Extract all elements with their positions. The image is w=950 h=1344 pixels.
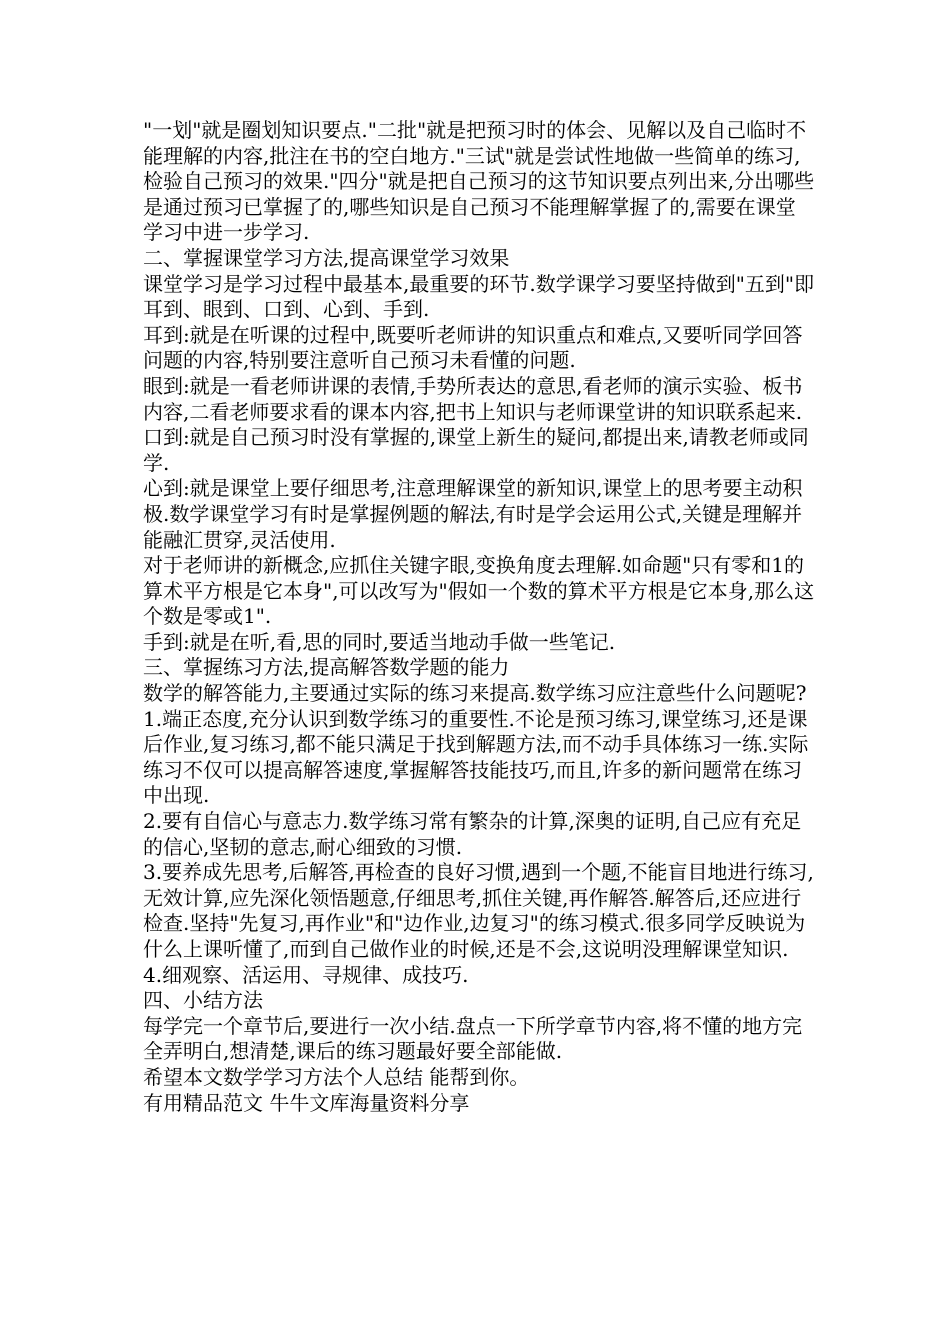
paragraph-eye: 眼到:就是一看老师讲课的表情,手势所表达的意思,看老师的演示实验、板书内容,二看老师要求看的课本内容,把书上知识与老师课堂讲的知识联系起来. [143, 373, 803, 424]
paragraph-3: 课堂学习是学习过程中最基本,最重要的环节.数学课学习要坚持做到"五到"即耳到、眼到、口到、心到、手到. [143, 271, 815, 322]
list-item-1: 1.端正态度,充分认识到数学练习的重要性.不论是预习练习,课堂练习,还是课后作业,复习练习,都不能只满足于找到解题方法,而不动手具体练习一练.实际练习不仅可以提高解答速度,掌握解答技能技巧,而且,许多的新问题常在练习中出现. [143, 706, 809, 808]
paragraph-heart: 心到:就是课堂上要仔细思考,注意理解课堂的新知识,课堂上的思考要主动积极.数学课堂学习有时是掌握例题的解法,有时是学会运用公式,关键是理解并能融汇贯穿,灵活使用. [143, 476, 803, 552]
paragraph-mouth: 口到:就是自己预习时没有掌握的,课堂上新生的疑问,都提出来,请教老师或同学. [143, 425, 809, 475]
paragraph-closing: 希望本文数学学习方法个人总结 能帮到你。 [143, 1064, 530, 1089]
footer-note: 有用精品范文 牛牛文库海量资料分享 [143, 1090, 470, 1115]
list-item-3: 3.要养成先思考,后解答,再检查的良好习惯,遇到一个题,不能盲目地进行练习,无效计算,应先深化领悟题意,仔细思考,抓住关键,再作解答.解答后,还应进行检查.坚持"先复习,再作业"和"边作业,边复习"的练习模式.很多同学反映说为什么上课听懂了,而到自己做作业的时候,还是不会,这说明没理解课堂知识. [143, 860, 814, 961]
document-body [143, 118, 815, 1116]
paragraph-1: "一划"就是圈划知识要点."二批"就是把预习时的体会、见解以及自己临时不能理解的内容,批注在书的空白地方."三试"就是尝试性地做一些简单的练习,检验自己预习的效果."四分"就是把自己预习的这节知识要点列出来,分出哪些是通过预习已掌握了的,哪些知识是自己预习不能理解掌握了的,需要在课堂学习中进一步学习. [143, 118, 815, 245]
paragraph-practice-intro: 数学的解答能力,主要通过实际的练习来提高.数学练习应注意些什么问题呢? [143, 681, 807, 706]
section-heading-2: 二、掌握课堂学习方法,提高课堂学习效果 [143, 245, 510, 270]
paragraph-ear: 耳到:就是在听课的过程中,既要听老师讲的知识重点和难点,又要听同学回答问题的内容,特别要注意听自己预习未看懂的问题. [143, 322, 803, 373]
list-item-2: 2.要有自信心与意志力.数学练习常有繁杂的计算,深奥的证明,自己应有充足的信心,坚韧的意志,耐心细致的习惯. [143, 809, 802, 859]
paragraph-summary: 每学完一个章节后,要进行一次小结.盘点一下所学章节内容,将不懂的地方完全弄明白,想清楚,课后的练习题最好要全部能做. [143, 1013, 803, 1064]
section-heading-4: 四、小结方法 [143, 988, 263, 1013]
paragraph-hand: 手到:就是在听,看,思的同时,要适当地动手做一些笔记. [143, 629, 616, 654]
section-heading-3: 三、掌握练习方法,提高解答数学题的能力 [143, 655, 510, 680]
list-item-4: 4.细观察、活运用、寻规律、成技巧. [143, 962, 469, 987]
paragraph-concept: 对于老师讲的新概念,应抓住关键字眼,变换角度去理解.如命题"只有零和1的算术平方根是它本身",可以改写为"假如一个数的算术平方根是它本身,那么这个数是零或1". [143, 553, 815, 629]
